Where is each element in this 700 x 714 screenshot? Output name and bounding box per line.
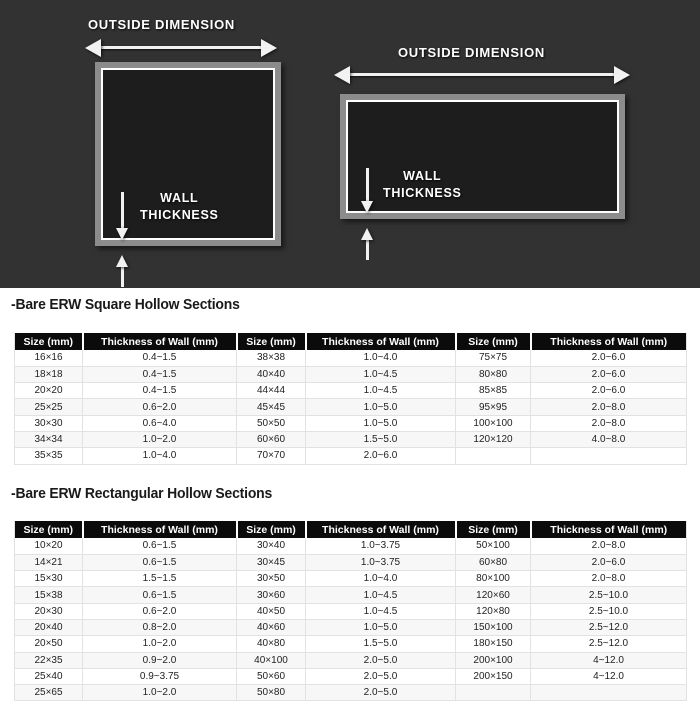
- cell-thickness-2: 1.0~4.5: [306, 587, 456, 603]
- cell-thickness-2: 1.5~5.0: [306, 636, 456, 652]
- cell-size-2: 40×80: [237, 636, 306, 652]
- cell-size-1: 34×34: [15, 431, 83, 447]
- square-outside-dimension-label: OUTSIDE DIMENSION: [88, 17, 235, 32]
- arrow-head-left: [85, 39, 101, 57]
- cell-size-3: 200×150: [456, 668, 531, 684]
- cell-size-3: 120×60: [456, 587, 531, 603]
- cell-thickness-1: 0.6~1.5: [83, 587, 237, 603]
- cell-thickness-1: 0.9~3.75: [83, 668, 237, 684]
- table-row: [15, 448, 687, 464]
- cell-thickness-3: 2.5~10.0: [531, 587, 687, 603]
- table-row: [15, 587, 687, 603]
- cell-thickness-2: 1.0~4.5: [306, 383, 456, 399]
- cell-size-3: 80×80: [456, 366, 531, 382]
- arrow-shaft: [98, 46, 264, 49]
- column-header-size-2: Size (mm): [237, 521, 306, 538]
- square-wall-thickness-arrow-outer: [116, 255, 129, 287]
- cell-size-1: 16×16: [15, 350, 83, 366]
- cell-size-2: 40×40: [237, 366, 306, 382]
- cell-thickness-2: 1.0~5.0: [306, 415, 456, 431]
- cell-thickness-2: 1.0~4.5: [306, 366, 456, 382]
- cell-size-1: 35×35: [15, 448, 83, 464]
- column-header-size-3: Size (mm): [456, 333, 531, 350]
- cell-size-2: 60×60: [237, 431, 306, 447]
- cell-size-2: 30×60: [237, 587, 306, 603]
- square-wall-thickness-label-line2: THICKNESS: [140, 208, 219, 222]
- cell-size-2: 30×40: [237, 538, 306, 554]
- table-row: [15, 383, 687, 399]
- cell-size-1: 20×40: [15, 619, 83, 635]
- table-header-row: [15, 333, 687, 350]
- cell-size-3: 150×100: [456, 619, 531, 635]
- table-row: [15, 685, 687, 701]
- square-wall-thickness-label-line1: WALL: [160, 191, 199, 205]
- cell-size-3: 200×100: [456, 652, 531, 668]
- column-header-thickness-3: Thickness of Wall (mm): [531, 333, 687, 350]
- cell-thickness-1: 1.0~2.0: [83, 636, 237, 652]
- rectangular-sections-table-wrap: [14, 521, 686, 701]
- cell-size-1: 14×21: [15, 554, 83, 570]
- cell-thickness-1: 0.4~1.5: [83, 383, 237, 399]
- cell-size-2: 45×45: [237, 399, 306, 415]
- cell-size-2: 70×70: [237, 448, 306, 464]
- column-header-size-3: Size (mm): [456, 521, 531, 538]
- column-header-thickness-3: Thickness of Wall (mm): [531, 521, 687, 538]
- cell-size-3: 100×100: [456, 415, 531, 431]
- column-header-size-1: Size (mm): [15, 521, 83, 538]
- cell-size-1: 15×38: [15, 587, 83, 603]
- cell-thickness-1: 0.6~4.0: [83, 415, 237, 431]
- cell-thickness-1: 1.0~2.0: [83, 685, 237, 701]
- table-row: [15, 431, 687, 447]
- diagram-canvas: [0, 0, 700, 288]
- cell-size-1: 18×18: [15, 366, 83, 382]
- cell-size-1: 25×40: [15, 668, 83, 684]
- cell-thickness-3: 2.5~12.0: [531, 619, 687, 635]
- cell-thickness-1: 1.5~1.5: [83, 571, 237, 587]
- rectangle-wall-thickness-label-line2: THICKNESS: [383, 186, 462, 200]
- cell-size-3: 120×120: [456, 431, 531, 447]
- cell-thickness-2: 2.0~5.0: [306, 652, 456, 668]
- cell-size-1: 25×65: [15, 685, 83, 701]
- table-row: [15, 571, 687, 587]
- cell-thickness-1: 0.6~2.0: [83, 399, 237, 415]
- rectangular-sections-table-body: [15, 538, 687, 701]
- cell-size-3: 50×100: [456, 538, 531, 554]
- cell-thickness-2: 1.0~4.0: [306, 350, 456, 366]
- column-header-thickness-2: Thickness of Wall (mm): [306, 521, 456, 538]
- cell-size-2: 40×100: [237, 652, 306, 668]
- cell-thickness-3: 2.0~8.0: [531, 415, 687, 431]
- cell-size-2: 50×80: [237, 685, 306, 701]
- cell-size-1: 20×50: [15, 636, 83, 652]
- cell-thickness-2: 1.0~5.0: [306, 399, 456, 415]
- cell-thickness-1: 0.9~2.0: [83, 652, 237, 668]
- cell-size-3: 180×150: [456, 636, 531, 652]
- cell-size-2: 40×50: [237, 603, 306, 619]
- square-sections-table: [14, 333, 687, 465]
- cell-size-1: 30×30: [15, 415, 83, 431]
- column-header-thickness-1: Thickness of Wall (mm): [83, 521, 237, 538]
- cell-thickness-1: 1.0~2.0: [83, 431, 237, 447]
- square-sections-table-wrap: [14, 333, 686, 465]
- cell-thickness-2: 1.5~5.0: [306, 431, 456, 447]
- rectangle-wall-thickness-label: [383, 168, 462, 202]
- square-sections-table-body: [15, 350, 687, 464]
- cell-thickness-2: 1.0~4.0: [306, 571, 456, 587]
- rectangle-outside-dimension-label: OUTSIDE DIMENSION: [398, 45, 545, 60]
- column-header-thickness-2: Thickness of Wall (mm): [306, 333, 456, 350]
- square-wall-thickness-label: [140, 190, 219, 224]
- cell-thickness-1: 0.6~2.0: [83, 603, 237, 619]
- cell-size-3: 85×85: [456, 383, 531, 399]
- cell-thickness-2: 2.0~5.0: [306, 685, 456, 701]
- square-wall-thickness-arrow-inner: [116, 192, 129, 240]
- cell-thickness-3: [531, 685, 687, 701]
- cell-thickness-1: 1.0~4.0: [83, 448, 237, 464]
- cell-thickness-3: 2.0~6.0: [531, 383, 687, 399]
- cell-thickness-1: 0.4~1.5: [83, 366, 237, 382]
- square-outside-dimension-arrow: [85, 39, 277, 57]
- rectangular-sections-title: -Bare ERW Rectangular Hollow Sections: [11, 485, 273, 502]
- column-header-size-1: Size (mm): [15, 333, 83, 350]
- cell-size-3: 75×75: [456, 350, 531, 366]
- cell-size-1: 22×35: [15, 652, 83, 668]
- column-header-size-2: Size (mm): [237, 333, 306, 350]
- table-row: [15, 538, 687, 554]
- cell-size-1: 10×20: [15, 538, 83, 554]
- cell-size-2: 44×44: [237, 383, 306, 399]
- table-row: [15, 668, 687, 684]
- cell-size-2: 50×60: [237, 668, 306, 684]
- square-sections-title: -Bare ERW Square Hollow Sections: [11, 296, 240, 313]
- cell-thickness-1: 0.4~1.5: [83, 350, 237, 366]
- cell-size-1: 15×30: [15, 571, 83, 587]
- cell-thickness-3: 2.5~10.0: [531, 603, 687, 619]
- arrow-shaft: [121, 192, 124, 229]
- cell-size-1: 25×25: [15, 399, 83, 415]
- arrow-shaft: [366, 168, 369, 202]
- arrow-shaft: [366, 239, 369, 260]
- rectangle-wall-thickness-label-line1: WALL: [403, 169, 442, 183]
- cell-thickness-3: 2.0~6.0: [531, 350, 687, 366]
- cell-thickness-3: 2.0~8.0: [531, 571, 687, 587]
- table-row: [15, 415, 687, 431]
- cell-size-3: 120×80: [456, 603, 531, 619]
- cell-size-1: 20×30: [15, 603, 83, 619]
- hollow-section-diagram: [0, 0, 700, 288]
- arrow-head-up: [361, 228, 373, 240]
- cell-thickness-3: 4.0~8.0: [531, 431, 687, 447]
- cell-thickness-2: 1.0~3.75: [306, 554, 456, 570]
- arrow-head-right: [614, 66, 630, 84]
- table-row: [15, 619, 687, 635]
- cell-thickness-3: 2.5~12.0: [531, 636, 687, 652]
- cell-thickness-3: 2.0~8.0: [531, 399, 687, 415]
- cell-thickness-2: 1.0~4.5: [306, 603, 456, 619]
- cell-thickness-2: 2.0~5.0: [306, 668, 456, 684]
- table-row: [15, 350, 687, 366]
- cell-size-2: 40×60: [237, 619, 306, 635]
- table-row: [15, 603, 687, 619]
- cell-thickness-2: 1.0~5.0: [306, 619, 456, 635]
- column-header-thickness-1: Thickness of Wall (mm): [83, 333, 237, 350]
- cell-thickness-3: 2.0~8.0: [531, 538, 687, 554]
- cell-size-3: 80×100: [456, 571, 531, 587]
- arrow-head-down: [116, 228, 128, 240]
- arrow-head-down: [361, 201, 373, 213]
- cell-thickness-2: 2.0~6.0: [306, 448, 456, 464]
- cell-size-3: 95×95: [456, 399, 531, 415]
- arrow-shaft: [347, 73, 617, 76]
- cell-size-2: 30×45: [237, 554, 306, 570]
- cell-size-2: 30×50: [237, 571, 306, 587]
- cell-thickness-3: 2.0~6.0: [531, 554, 687, 570]
- cell-thickness-3: 4~12.0: [531, 652, 687, 668]
- table-row: [15, 366, 687, 382]
- rectangle-wall-thickness-arrow-inner: [361, 168, 374, 213]
- cell-size-3: 60×80: [456, 554, 531, 570]
- arrow-head-up: [116, 255, 128, 267]
- cell-size-3: [456, 448, 531, 464]
- arrow-shaft: [121, 266, 124, 287]
- table-row: [15, 399, 687, 415]
- cell-thickness-3: 4~12.0: [531, 668, 687, 684]
- cell-size-3: [456, 685, 531, 701]
- table-row: [15, 636, 687, 652]
- rectangle-outside-dimension-arrow: [334, 66, 630, 84]
- cell-size-1: 20×20: [15, 383, 83, 399]
- cell-thickness-1: 0.6~1.5: [83, 538, 237, 554]
- arrow-head-right: [261, 39, 277, 57]
- cell-size-2: 50×50: [237, 415, 306, 431]
- table-row: [15, 554, 687, 570]
- cell-thickness-1: 0.6~1.5: [83, 554, 237, 570]
- cell-size-2: 38×38: [237, 350, 306, 366]
- table-row: [15, 652, 687, 668]
- cell-thickness-1: 0.8~2.0: [83, 619, 237, 635]
- cell-thickness-3: 2.0~6.0: [531, 366, 687, 382]
- cell-thickness-3: [531, 448, 687, 464]
- table-header-row: [15, 521, 687, 538]
- rectangular-sections-table: [14, 521, 687, 701]
- rectangle-wall-thickness-arrow-outer: [361, 228, 374, 260]
- cell-thickness-2: 1.0~3.75: [306, 538, 456, 554]
- arrow-head-left: [334, 66, 350, 84]
